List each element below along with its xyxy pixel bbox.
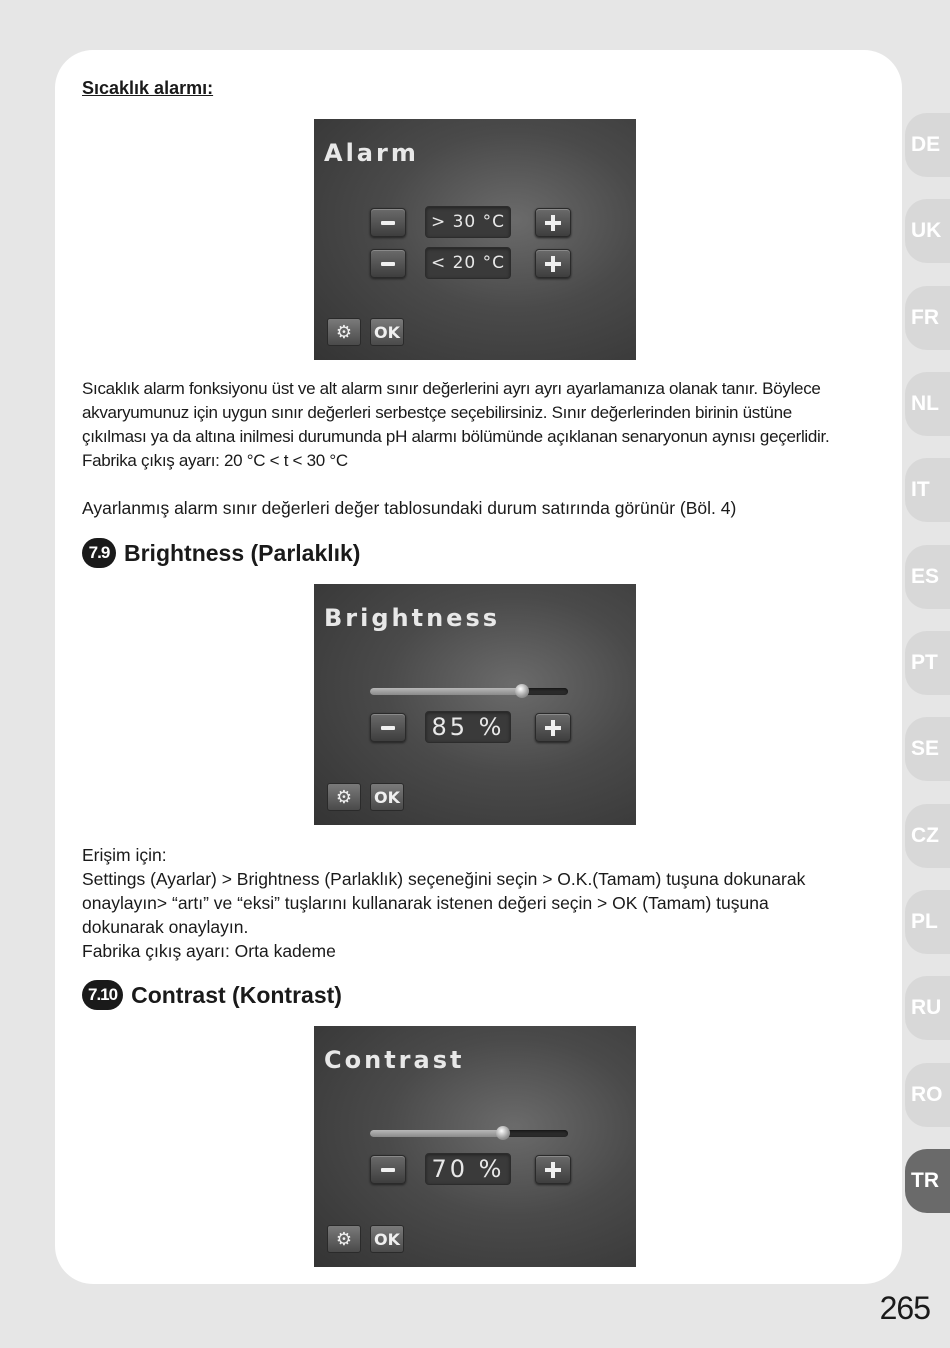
lang-tab-ru[interactable]: RU	[905, 976, 950, 1040]
text-line: dokunarak onaylayın.	[82, 917, 249, 937]
page-number: 265	[879, 1290, 930, 1326]
contrast-slider[interactable]	[370, 1130, 568, 1137]
alarm-note: Ayarlanmış alarm sınır değerleri değer tablosundaki durum satırında görünür (Böl. 4)	[82, 498, 737, 518]
upper-plus-button[interactable]	[535, 208, 571, 237]
lang-tab-pt[interactable]: PT	[905, 631, 950, 695]
settings-gear-button[interactable]	[327, 318, 361, 346]
section-heading-contrast	[82, 980, 342, 1010]
slider-fill	[370, 1130, 503, 1137]
section-title: Brightness (Parlaklık)	[124, 539, 361, 566]
ok-button[interactable]: OK	[370, 318, 404, 346]
minus-icon	[381, 1168, 395, 1172]
minus-button[interactable]	[370, 1155, 406, 1184]
minus-icon	[381, 726, 395, 730]
brightness-value: 85 %	[425, 711, 511, 743]
section-number-badge: 7.9	[82, 538, 116, 568]
gear-icon: ⚙	[335, 321, 353, 342]
section-number-badge: 7.10	[82, 980, 123, 1010]
plus-icon	[545, 215, 561, 231]
lang-tab-fr[interactable]: FR	[905, 286, 950, 350]
ok-button[interactable]: OK	[370, 1225, 404, 1253]
ok-button[interactable]: OK	[370, 783, 404, 811]
screen-title: Contrast	[324, 1046, 465, 1074]
text-line: Fabrika çıkış ayarı: 20 °C < t < 30 °C	[82, 451, 348, 470]
slider-knob[interactable]	[515, 684, 529, 698]
text-line: Sıcaklık alarm fonksiyonu üst ve alt alarm sınır değerlerini ayrı ayrı ayarlamanıza olanak tanır. Böylece	[82, 379, 821, 398]
alarm-description	[82, 377, 829, 473]
text-line: Settings (Ayarlar) > Brightness (Parlaklık) seçeneğini seçin > O.K.(Tamam) tuşuna dokunarak	[82, 869, 806, 889]
slider-knob[interactable]	[496, 1126, 510, 1140]
gear-icon: ⚙	[335, 1228, 353, 1249]
lower-minus-button[interactable]	[370, 249, 406, 278]
lang-tab-es[interactable]: ES	[905, 545, 950, 609]
settings-gear-button[interactable]	[327, 783, 361, 811]
text-line: Fabrika çıkış ayarı: Orta kademe	[82, 941, 336, 961]
minus-icon	[381, 221, 395, 225]
plus-icon	[545, 720, 561, 736]
brightness-description	[82, 843, 805, 963]
lower-plus-button[interactable]	[535, 249, 571, 278]
lang-tab-ro[interactable]: RO	[905, 1063, 950, 1127]
minus-button[interactable]	[370, 713, 406, 742]
lang-tab-de[interactable]: DE	[905, 113, 950, 177]
screen-title: Alarm	[324, 139, 419, 167]
section-heading-brightness	[82, 538, 360, 568]
lang-tab-pl[interactable]: PL	[905, 890, 950, 954]
text-line: çıkılması ya da altına inilmesi durumunda pH alarmı bölümünde açıklanan senaryonun aynısı geçerlidir.	[82, 427, 830, 446]
settings-gear-button[interactable]	[327, 1225, 361, 1253]
section-title: Contrast (Kontrast)	[131, 981, 342, 1008]
lang-tab-uk[interactable]: UK	[905, 199, 950, 263]
minus-icon	[381, 262, 395, 266]
section-heading-alarm: Sıcaklık alarmı:	[82, 78, 214, 98]
plus-button[interactable]	[535, 713, 571, 742]
lang-tab-se[interactable]: SE	[905, 717, 950, 781]
lang-tab-cz[interactable]: CZ	[905, 804, 950, 868]
text-line: onaylayın> “artı” ve “eksi” tuşlarını kullanarak istenen değeri seçin > OK (Tamam) tuşuna	[82, 893, 769, 913]
upper-limit-value: > 30 °C	[425, 206, 511, 238]
plus-icon	[545, 256, 561, 272]
upper-minus-button[interactable]	[370, 208, 406, 237]
brightness-screen	[314, 584, 636, 825]
lang-tab-nl[interactable]: NL	[905, 372, 950, 436]
lower-limit-value: < 20 °C	[425, 247, 511, 279]
text-line: akvaryumunuz için uygun sınır değerleri serbestçe seçebilirsiniz. Sınır değerlerinden birinin üstüne	[82, 403, 792, 422]
text-line: Erişim için:	[82, 845, 167, 865]
lang-tab-it[interactable]: IT	[905, 458, 950, 522]
alarm-screen	[314, 119, 636, 360]
contrast-screen	[314, 1026, 636, 1267]
gear-icon: ⚙	[335, 786, 353, 807]
slider-fill	[370, 688, 522, 695]
plus-button[interactable]	[535, 1155, 571, 1184]
brightness-slider[interactable]	[370, 688, 568, 695]
plus-icon	[545, 1162, 561, 1178]
lang-tab-tr[interactable]: TR	[905, 1149, 950, 1213]
screen-title: Brightness	[324, 604, 501, 632]
contrast-value: 70 %	[425, 1153, 511, 1185]
